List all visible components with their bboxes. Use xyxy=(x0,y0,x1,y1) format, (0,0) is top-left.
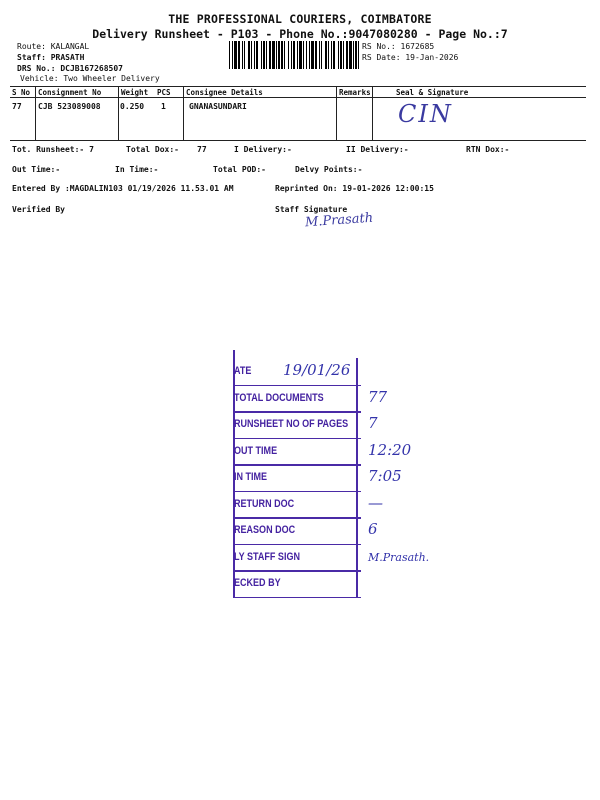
stamp-value: 19/01/26 xyxy=(283,361,351,379)
row-signature: CIN xyxy=(398,100,453,128)
stamp-label: RETURN DOC xyxy=(234,497,295,510)
in-time: In Time:- xyxy=(115,165,159,174)
out-time: Out Time:- xyxy=(12,165,61,174)
total-dox-value: 77 xyxy=(197,145,207,154)
header-pcs: PCS xyxy=(157,88,171,97)
stamp-label: IN TIME xyxy=(234,471,268,483)
reprinted-on: Reprinted On: 19-01-2026 12:00:15 xyxy=(275,184,434,193)
stamp-label: TOTAL DOCUMENTS xyxy=(234,391,324,404)
stamp-value: M.Prasath. xyxy=(368,550,430,564)
staff-signature-label: Staff Signature xyxy=(275,205,348,214)
row-pcs: 1 xyxy=(161,102,166,111)
stamp-label: RUNSHEET NO OF PAGES xyxy=(234,418,349,430)
barcode-image xyxy=(229,41,359,69)
total-dox-label: Total Dox:- xyxy=(126,145,179,154)
stamp-value: 6 xyxy=(368,520,378,538)
delvy-points: Delvy Points:- xyxy=(295,165,363,174)
stamp-label: REASON DOC xyxy=(234,524,296,536)
header-remarks: Remarks xyxy=(339,88,371,97)
header-weight: Weight xyxy=(121,88,149,97)
runsheet-title: Delivery Runsheet - P103 - Phone No.:9047080280 - Page No.:7 xyxy=(92,27,508,41)
row-consignee: GNANASUNDARI xyxy=(189,102,247,111)
staff-label: Staff: PRASATH xyxy=(17,53,85,62)
route-label: Route: KALANGAL xyxy=(17,42,90,51)
header-sno: S No xyxy=(12,88,31,97)
row-weight: 0.250 xyxy=(120,102,145,111)
stamp-value: 77 xyxy=(368,387,388,406)
stamp-value: 7 xyxy=(368,414,378,432)
verified-by: Verified By xyxy=(12,205,65,214)
header-consignee: Consignee Details xyxy=(186,88,263,97)
rs-number: RS No.: 1672685 xyxy=(362,42,435,51)
rs-date: RS Date: 19-Jan-2026 xyxy=(362,53,459,62)
drs-number: DRS No.: DCJB167268507 xyxy=(17,64,123,73)
i-delivery: I Delivery:- xyxy=(234,145,292,154)
row-consignment: CJB 523089008 xyxy=(38,102,101,111)
total-pod: Total POD:- xyxy=(213,165,266,174)
rtn-dox: RTN Dox:- xyxy=(466,145,510,154)
entered-by: Entered By :MAGDALIN103 01/19/2026 11.53.01 AM xyxy=(12,184,234,193)
staff-signature-handwritten: M.Prasath xyxy=(304,210,374,231)
stamp-label: ECKED BY xyxy=(234,577,281,589)
stamp-value: — xyxy=(368,493,383,512)
tot-runsheet: Tot. Runsheet:- 7 xyxy=(12,145,94,154)
stamp-label: OUT TIME xyxy=(234,444,278,457)
ii-delivery: II Delivery:- xyxy=(346,145,409,154)
stamp-value: 7:05 xyxy=(368,467,402,485)
header-consignment: Consignment No xyxy=(38,88,102,97)
company-title: THE PROFESSIONAL COURIERS, COIMBATORE xyxy=(168,12,432,26)
stamp-label: LY STAFF SIGN xyxy=(234,550,300,563)
row-sno: 77 xyxy=(12,102,22,111)
header-seal-signature: Seal & Signature xyxy=(396,88,469,97)
delivery-stamp xyxy=(228,350,430,590)
stamp-label: ATE xyxy=(234,365,252,377)
vehicle-label: Vehicle: Two Wheeler Delivery xyxy=(20,74,160,83)
stamp-value: 12:20 xyxy=(368,440,412,459)
